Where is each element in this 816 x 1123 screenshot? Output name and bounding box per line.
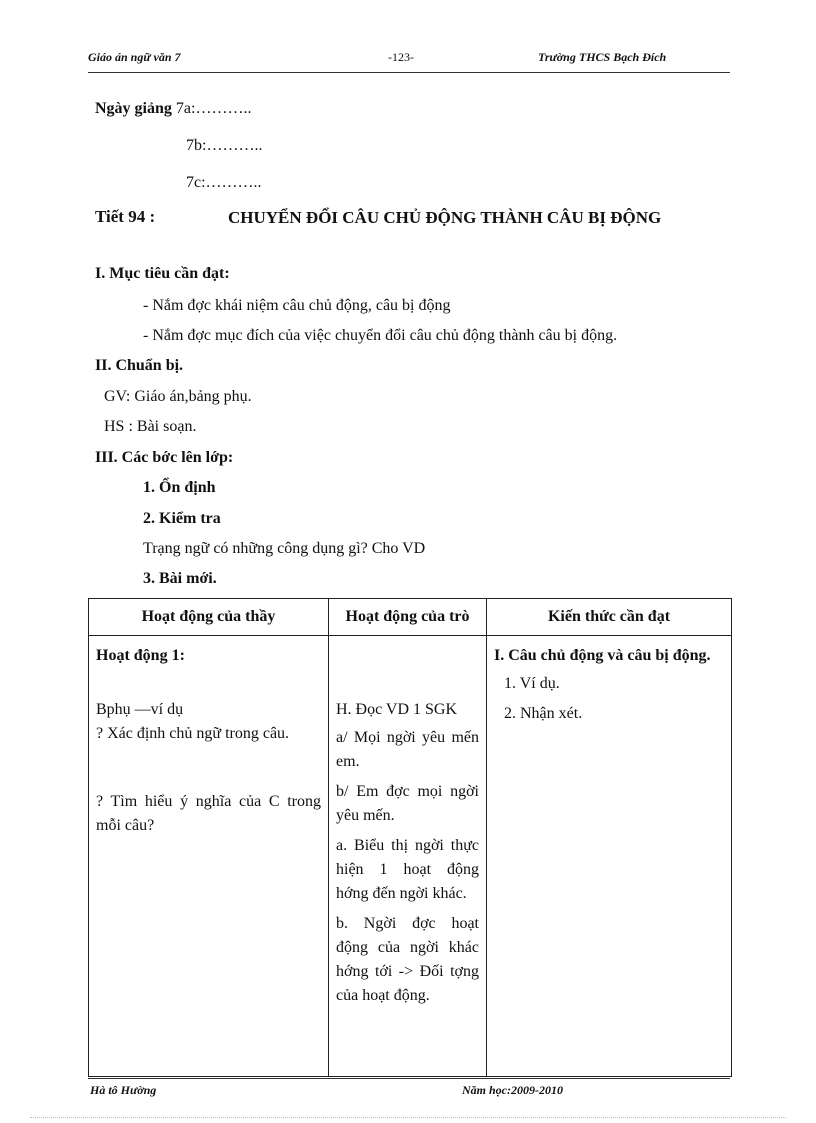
column-header-teacher: Hoạt động của thầy	[89, 599, 329, 636]
table-header-row	[89, 599, 732, 636]
schedule-7c: 7c:………..	[186, 174, 262, 191]
student-meaning-a: a. Biểu thị ngời thực hiện 1 hoạt động hớng đến ngời khác.	[336, 837, 479, 902]
teacher-cell	[89, 636, 329, 1077]
check-question: Trạng ngữ có những công dụng gì? Cho VD	[143, 540, 426, 557]
schedule-7b: 7b:………..	[186, 137, 263, 154]
footer-author: Hà tô Hường	[90, 1083, 157, 1097]
preparation-heading: II. Chuẩn bị.	[95, 357, 184, 374]
schedule-line-7a	[95, 100, 251, 118]
student-cell	[329, 636, 487, 1077]
header-left: Giáo án ngữ văn 7	[88, 50, 181, 64]
table-row	[89, 636, 732, 1077]
column-header-student: Hoạt động của trò	[329, 599, 487, 636]
student-example-b: b/ Em đợc mọi ngời yêu mến.	[336, 783, 479, 824]
objective-item-2: - Nắm đợc mục đích của việc chuyển đổi câu chủ động thành câu bị động.	[143, 327, 618, 344]
header-rule	[88, 72, 730, 73]
student-read: H. Đọc VD 1 SGK	[336, 701, 458, 718]
knowledge-cell	[487, 636, 732, 1077]
lesson-period: Tiết 94 :	[95, 207, 156, 226]
student-example-a: a/ Mọi ngời yêu mến em.	[336, 729, 479, 770]
page-edge-divider	[30, 1117, 786, 1118]
step-2: 2. Kiểm tra	[143, 510, 221, 527]
step-3: 3. Bài mới.	[143, 570, 217, 587]
lesson-title: CHUYỂN ĐỔI CÂU CHỦ ĐỘNG THÀNH CÂU BỊ ĐỘNG	[228, 208, 662, 227]
student-meaning-b: b. Ngời đợc hoạt động của ngời khác hớng tới -> Đối tợng của hoạt động.	[336, 915, 479, 1004]
lesson-table	[88, 598, 732, 1077]
teacher-question-1: ? Xác định chủ ngữ trong câu.	[96, 725, 290, 742]
column-header-knowledge: Kiến thức cần đạt	[487, 599, 732, 636]
step-1: 1. Ổn định	[143, 479, 216, 496]
knowledge-item-2: 2. Nhận xét.	[504, 705, 583, 722]
objectives-heading: I. Mục tiêu cần đạt:	[95, 265, 230, 282]
activity-label: Hoạt động 1:	[96, 647, 185, 664]
teacher-question-2: ? Tìm hiểu ý nghĩa của C trong mỗi câu?	[96, 793, 321, 834]
objective-item-1: - Nắm đợc khái niệm câu chủ động, câu bị động	[143, 297, 451, 314]
knowledge-item-1: 1. Ví dụ.	[504, 675, 560, 692]
schedule-7a: 7a:………..	[175, 100, 252, 117]
footer-school-year: Năm học:2009-2010	[462, 1083, 563, 1097]
page-number: -123-	[388, 50, 414, 64]
preparation-student: HS : Bài soạn.	[104, 418, 197, 435]
steps-heading: III. Các bớc lên lớp:	[95, 449, 234, 466]
knowledge-heading: I. Câu chủ động và câu bị động.	[494, 647, 711, 664]
schedule-label: Ngày giảng	[95, 100, 172, 117]
preparation-teacher: GV: Giáo án,bảng phụ.	[104, 388, 252, 405]
header-right: Trường THCS Bạch Đích	[538, 50, 667, 64]
footer-rule	[88, 1078, 730, 1079]
board-example: Bphụ —ví dụ	[96, 701, 184, 718]
